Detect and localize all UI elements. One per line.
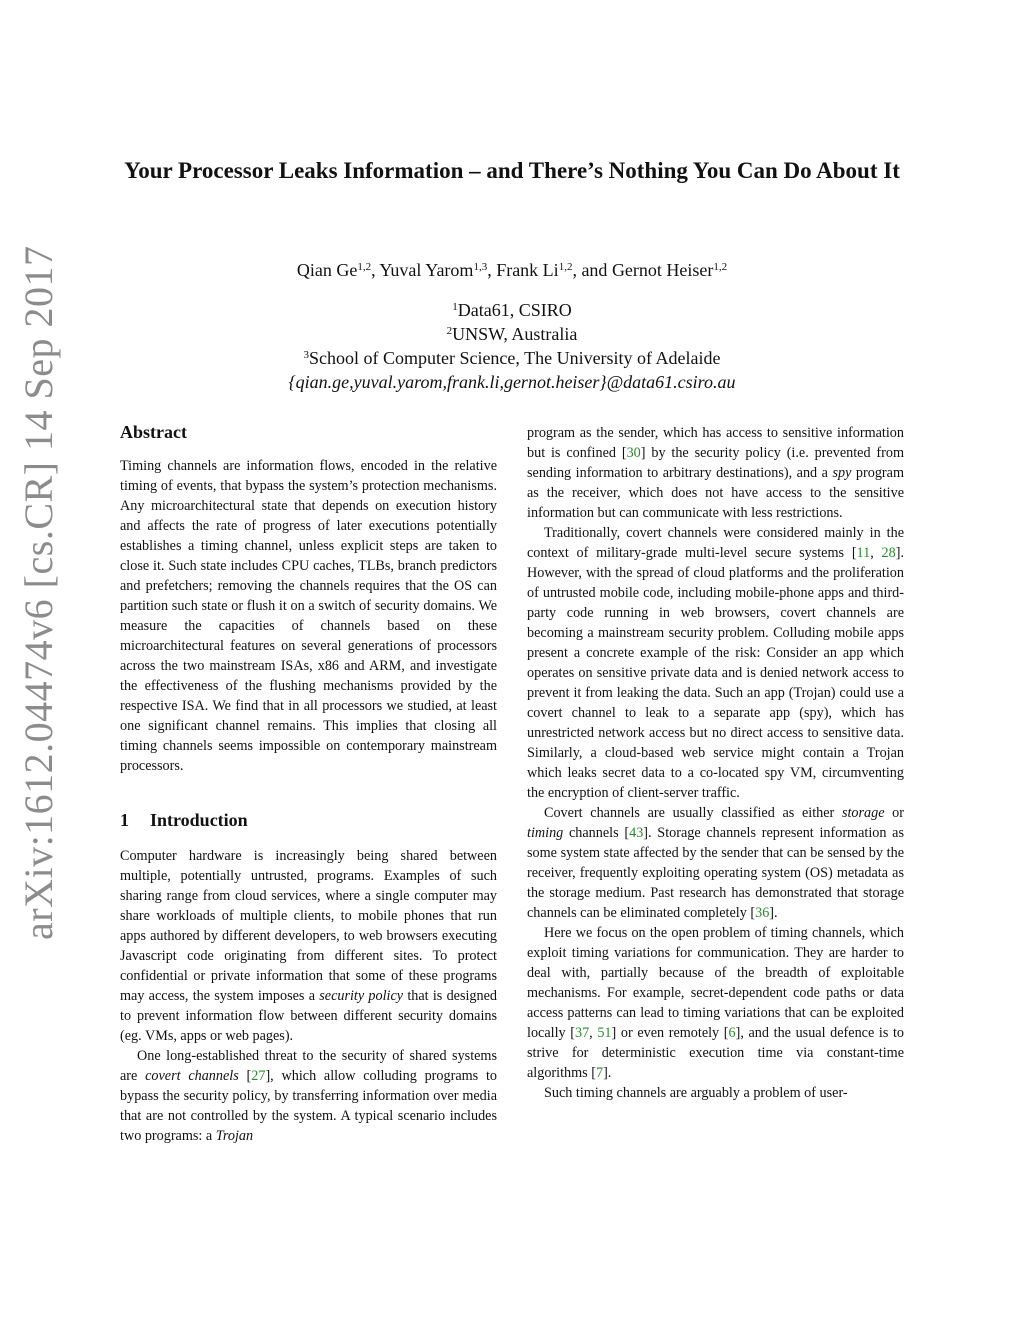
citation-link[interactable]: 27 bbox=[251, 1068, 266, 1084]
paragraph: Covert channels are usually classified as either storage or timing channels [43]. Storage channels represent information as some system state affected by the sender that can be sensed by the receiver, frequently exploiting operating system (OS) metadata as the storage medium. Past research has demonstrated that storage channels can be eliminated completely [36]. bbox=[527, 805, 905, 921]
paragraph: Computer hardware is increasingly being shared between multiple, potentially untrusted, programs. Examples of such sharing range from cloud services, where a single computer may share workloads of multiple clients, to mobile phones that run apps authored by different developers, to web browsers executing Javascript code originating from different sites. To protect confidential or private information that some of these programs may access, the system imposes a security policy that is designed to prevent information flow between different security domains (eg. VMs, apps or web pages). bbox=[120, 848, 497, 1044]
arxiv-identifier: arXiv:1612.04474v6 [cs.CR] 14 Sep 2017 bbox=[16, 245, 61, 940]
author-list: Qian Ge$^{1,2}$, Yuval Yarom$^{1,3}$, Frank Li$^{1,2}$, and Gernot Heiser$^{1,2}$ bbox=[296, 260, 728, 280]
citation-link[interactable]: 28 bbox=[881, 545, 896, 561]
paragraph: Traditionally, covert channels were considered mainly in the context of military-grade multi-level secure systems [11, 28]. However, with the spread of cloud platforms and the proliferation of untrusted mobile code, including mobile-phone apps and third-party code running in web browsers, covert channels are becoming a mainstream security problem. Colluding mobile apps present a concrete example of the risk: Consider an app which operates on sensitive private data and is denied network access to prevent it from leaking the data. Such an app (Trojan) could use a covert channel to leak to a separate app (spy), which has unrestricted network access but no direct access to sensitive data. Similarly, a cloud-based web service might contain a Trojan which leaks secret data to a co-located spy VM, circumventing the encryption of client-server traffic. bbox=[527, 525, 905, 801]
citation-link[interactable]: 36 bbox=[755, 905, 770, 921]
paragraph: Here we focus on the open problem of timing channels, which exploit timing variations for communication. They are harder to deal with, partially because of the breadth of exploitable mechanisms. For example, secret-dependent code paths or data access patterns can lead to timing variations that can be exploited locally [37, 51] or even remotely [6], and the usual defence is to strive for deterministic execution time via constant-time algorithms [7]. bbox=[527, 925, 904, 1081]
paragraph: Such timing channels are arguably a problem of user- bbox=[544, 1085, 848, 1101]
affiliation: $^1$Data61, CSIRO bbox=[452, 300, 572, 320]
author-affiliation: 1,2 bbox=[558, 261, 573, 273]
citation-link[interactable]: 6 bbox=[728, 1025, 736, 1041]
citation-link[interactable]: 51 bbox=[597, 1025, 612, 1041]
abstract-heading: Abstract bbox=[120, 422, 187, 442]
citation-link[interactable]: 37 bbox=[574, 1025, 590, 1041]
citation-link[interactable]: 7 bbox=[595, 1065, 604, 1081]
citation-link[interactable]: 30 bbox=[626, 445, 641, 461]
left-column bbox=[120, 420, 497, 1146]
author-affiliation: 1,3 bbox=[473, 261, 488, 273]
author-email: {qian.ge,yuval.yarom,frank.li,gernot.heiser}@data61.csiro.au bbox=[288, 372, 736, 392]
author-name: Gernot Heiser bbox=[611, 260, 714, 280]
author-name: Qian Ge bbox=[296, 260, 358, 280]
affiliation: $^3$School of Computer Science, The University of Adelaide bbox=[303, 348, 721, 368]
paragraph: program as the sender, which has access to sensitive information but is confined [30] by the security policy (i.e. prevented from sending information to arbitrary destinations), and a spy program as the receiver, which does not have access to the sensitive information but can communicate with less restrictions. bbox=[527, 425, 904, 521]
paper-title: Your Processor Leaks Information – and There’s Nothing You Can Do About It bbox=[124, 158, 900, 183]
citation-link[interactable]: 43 bbox=[629, 825, 644, 841]
right-column bbox=[527, 423, 904, 1103]
author-name: Yuval Yarom bbox=[379, 260, 474, 280]
section-heading: 1 Introduction bbox=[120, 810, 248, 830]
author-affiliation: 1,2 bbox=[357, 261, 372, 273]
citation-link[interactable]: 11 bbox=[856, 545, 871, 561]
author-affiliation: 1,2 bbox=[713, 261, 728, 273]
affiliations bbox=[120, 298, 904, 394]
abstract-text: Timing channels are information flows, encoded in the relative timing of events, that bypass the system’s protection mechanisms. Any microarchitectural state that depends on execution history and affects the rate of progress of later executions potentially establishes a timing channel, unless explicit steps are taken to close it. Such state includes CPU caches, TLBs, branch predictors and prefetchers; removing the channels requires that the OS can partition such state or flush it on a switch of security domains. We measure the capacities of channels based on these microarchitectural features on several generations of processors across the two mainstream ISAs, x86 and ARM, and investigate the effectiveness of the flushing mechanisms provided by the respective ISA. We find that in all processors we studied, at least one significant channel remains. This implies that closing all timing channels seems impossible on contemporary mainstream processors. bbox=[120, 458, 497, 774]
paragraph: One long-established threat to the security of shared systems are covert channels [27], which allow colluding programs to bypass the security policy, by transferring information over media that are not controlled by the system. A typical scenario includes two programs: a Trojan bbox=[120, 1048, 497, 1144]
author-name: Frank Li bbox=[496, 260, 559, 280]
affiliation: $^2$UNSW, Australia bbox=[446, 324, 578, 344]
